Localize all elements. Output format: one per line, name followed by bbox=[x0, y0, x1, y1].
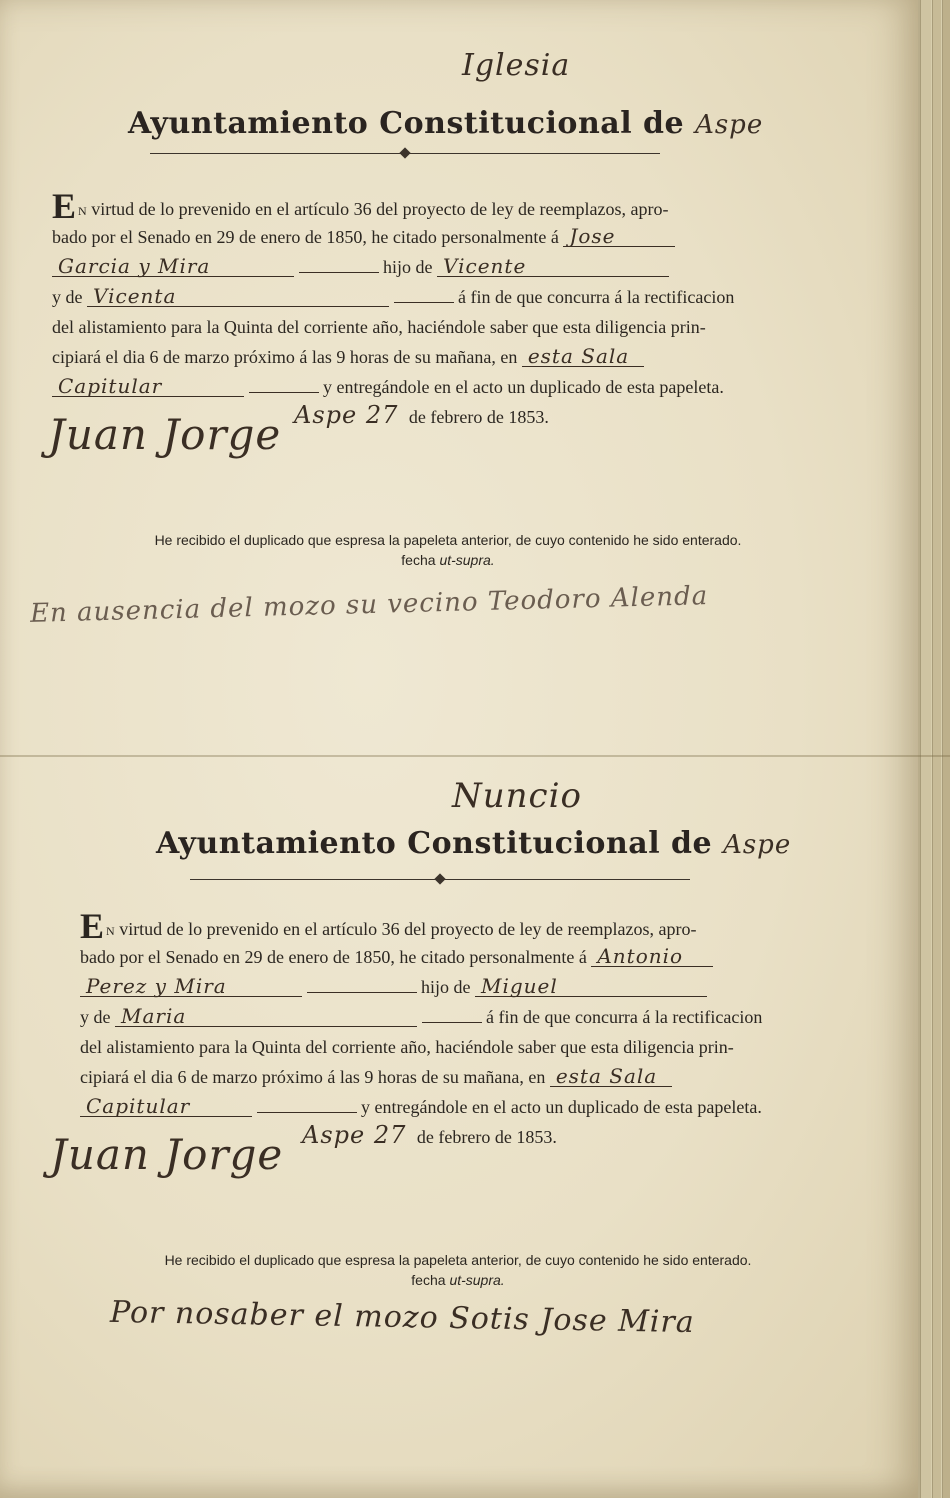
handwritten-mother-name: Maria bbox=[115, 1006, 417, 1027]
drop-cap: E bbox=[52, 186, 77, 226]
receipt-text bbox=[108, 532, 788, 568]
handwritten-father-name: Miguel bbox=[475, 976, 707, 997]
text-line-2: bado por el Senado en 29 de enero de 1850, he citado personalmente á bbox=[80, 947, 587, 967]
receipt-text bbox=[118, 1252, 798, 1288]
text-line: EN virtud de lo prevenido en el artículo 36 del proyecto de ley de reemplazos, apro- bbox=[80, 906, 697, 946]
text-hijo-de: hijo de bbox=[421, 977, 471, 997]
handwritten-surnames: Perez y Mira bbox=[80, 976, 302, 997]
heading-print: Ayuntamiento Constitucional de bbox=[156, 826, 713, 861]
date-text: de febrero de 1853. bbox=[408, 407, 549, 427]
text-line bbox=[52, 372, 797, 402]
text-line bbox=[80, 1092, 822, 1122]
signature: Juan Jorge bbox=[48, 410, 282, 459]
heading-hand: Aspe bbox=[723, 830, 792, 860]
text-y-de: y de bbox=[52, 287, 83, 307]
page-edge bbox=[942, 0, 950, 1498]
handwritten-place: esta Sala bbox=[550, 1066, 672, 1087]
handwritten-date: Aspe 27 bbox=[302, 1121, 407, 1149]
heading bbox=[128, 106, 763, 141]
margin-note: Iglesia bbox=[462, 48, 571, 83]
receipt-handwritten-note: Por nosaber el mozo Sotis Jose Mira bbox=[109, 1294, 695, 1341]
receipt-fecha: fecha bbox=[411, 1272, 446, 1288]
text-line-4: á fin de que concurra á la rectificacion bbox=[458, 287, 735, 307]
text-line bbox=[52, 342, 797, 372]
receipt-line-1: He recibido el duplicado que espresa la papeleta anterior, de cuyo contenido he sido enterado. bbox=[164, 1252, 752, 1268]
handwritten-first-name: Antonio bbox=[591, 946, 713, 967]
text-line bbox=[80, 1062, 822, 1092]
receipt-ut-supra: ut-supra. bbox=[449, 1272, 505, 1288]
text-line: EN virtud de lo prevenido en el artículo 36 del proyecto de ley de reemplazos, apro- bbox=[52, 186, 669, 226]
text-y-de: y de bbox=[80, 1007, 111, 1027]
page-edge bbox=[920, 0, 931, 1498]
handwritten-surnames: Garcia y Mira bbox=[52, 256, 294, 277]
signature: Juan Jorge bbox=[50, 1130, 284, 1179]
text-line bbox=[80, 1002, 822, 1032]
text-line bbox=[52, 282, 797, 312]
citation-text bbox=[52, 186, 797, 432]
receipt-handwritten-note: En ausencia del mozo su vecino Teodoro Alenda bbox=[29, 581, 709, 629]
page-edge bbox=[932, 0, 941, 1498]
handwritten-place-cont: Capitular bbox=[52, 376, 244, 397]
handwritten-first-name: Jose bbox=[563, 226, 675, 247]
text-line bbox=[80, 942, 822, 972]
heading-ornament bbox=[190, 874, 690, 886]
handwritten-date: Aspe 27 bbox=[294, 401, 399, 429]
text-line bbox=[52, 252, 797, 282]
receipt-ut-supra: ut-supra. bbox=[439, 552, 495, 568]
text-line-2: bado por el Senado en 29 de enero de 1850, he citado personalmente á bbox=[52, 227, 559, 247]
text-line bbox=[52, 222, 797, 252]
handwritten-father-name: Vicente bbox=[437, 256, 669, 277]
heading-hand: Aspe bbox=[695, 110, 764, 140]
text-line-1: virtud de lo prevenido en el artículo 36 del proyecto de ley de reemplazos, apro- bbox=[91, 199, 669, 219]
text-line-6: cipiará el dia 6 de marzo próximo á las 9 horas de su mañana, en bbox=[52, 347, 518, 367]
text-line-7: y entregándole en el acto un duplicado de esta papeleta. bbox=[361, 1097, 762, 1117]
receipt-line-2 bbox=[108, 552, 788, 568]
receipt-line-1: He recibido el duplicado que espresa la papeleta anterior, de cuyo contenido he sido enterado. bbox=[154, 532, 742, 548]
handwritten-mother-name: Vicenta bbox=[87, 286, 389, 307]
text-line bbox=[80, 972, 822, 1002]
margin-note: Nuncio bbox=[452, 776, 582, 816]
text-line-5: del alistamiento para la Quinta del corriente año, haciéndole saber que esta diligencia prin- bbox=[80, 1037, 734, 1057]
drop-cap: E bbox=[80, 906, 105, 946]
heading bbox=[156, 826, 791, 861]
text-line-5: del alistamiento para la Quinta del corriente año, haciéndole saber que esta diligencia prin- bbox=[52, 317, 706, 337]
handwritten-place-cont: Capitular bbox=[80, 1096, 252, 1117]
text-line-4: á fin de que concurra á la rectificacion bbox=[486, 1007, 763, 1027]
receipt-line-2 bbox=[118, 1272, 798, 1288]
text-line-6: cipiará el dia 6 de marzo próximo á las 9 horas de su mañana, en bbox=[80, 1067, 546, 1087]
text-line-7: y entregándole en el acto un duplicado de esta papeleta. bbox=[323, 377, 724, 397]
page-fold bbox=[0, 755, 950, 757]
text-line-1: virtud de lo prevenido en el artículo 36 del proyecto de ley de reemplazos, apro- bbox=[119, 919, 697, 939]
heading-print: Ayuntamiento Constitucional de bbox=[128, 106, 685, 141]
date-text: de febrero de 1853. bbox=[416, 1127, 557, 1147]
handwritten-place: esta Sala bbox=[522, 346, 644, 367]
receipt-fecha: fecha bbox=[401, 552, 436, 568]
heading-ornament bbox=[150, 148, 660, 160]
citation-text bbox=[80, 906, 822, 1152]
text-hijo-de: hijo de bbox=[383, 257, 433, 277]
